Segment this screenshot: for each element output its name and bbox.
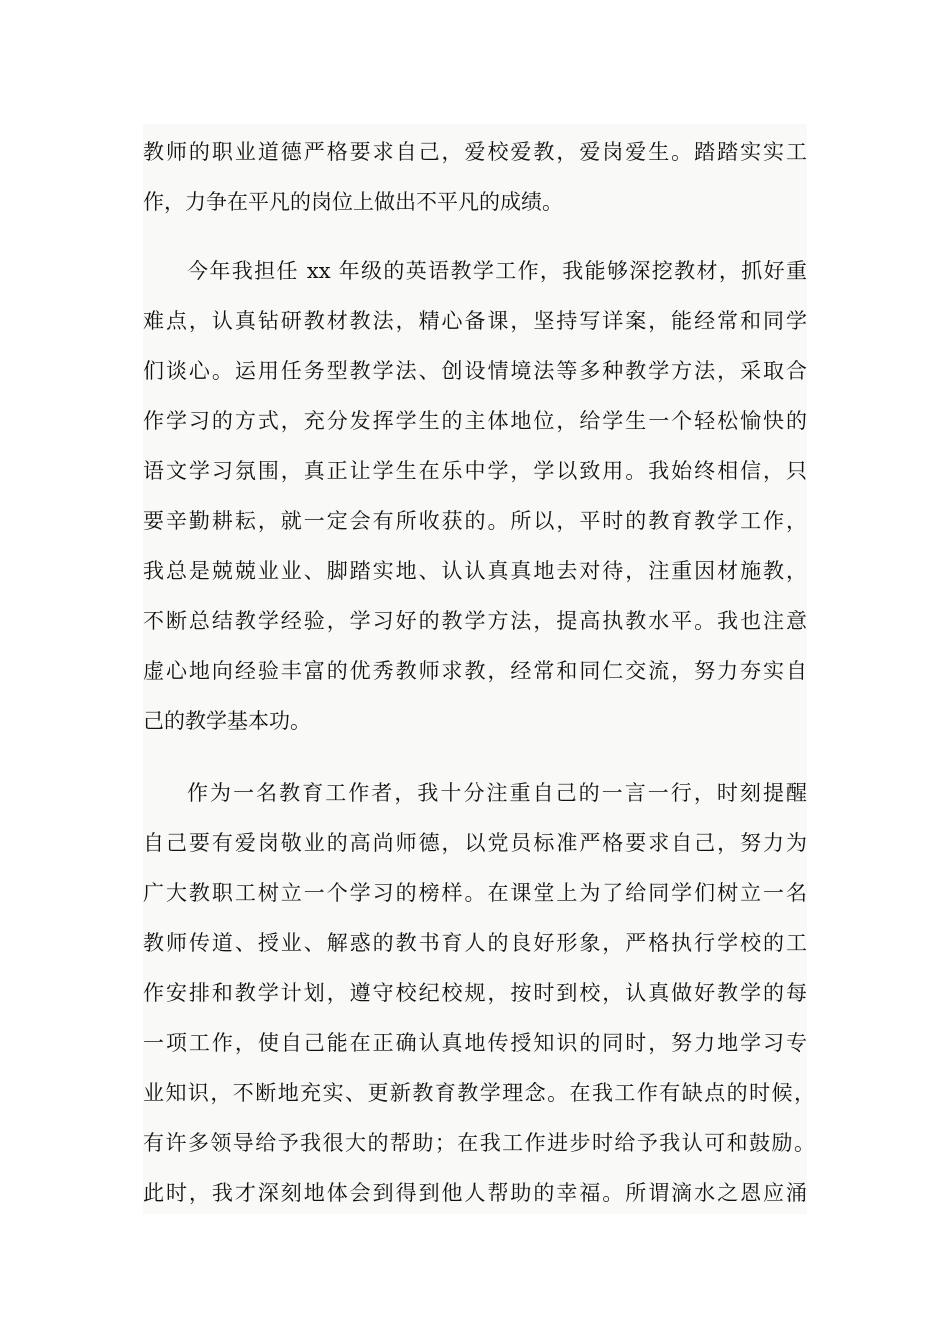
text-line: 作学习的方式，充分发挥学生的主体地位，给学生一个轻松愉快的: [143, 409, 807, 433]
text-line: 作安排和教学计划，遵守校纪校规，按时到校，认真做好教学的每: [143, 981, 807, 1005]
text-line: 有许多领导给予我很大的帮助；在我工作进步时给予我认可和鼓励。: [143, 1131, 815, 1155]
text-line: 们谈心。运用任务型教学法、创设情境法等多种教学方法，采取合: [143, 359, 807, 383]
text-line: 教师传道、授业、解惑的教书育人的良好形象，严格执行学校的工: [143, 931, 807, 955]
text-line: 此时，我才深刻地体会到得到他人帮助的幸福。所谓滴水之恩应涌: [143, 1181, 807, 1205]
text-line: 自己要有爱岗敬业的高尚师德，以党员标准严格要求自己，努力为: [143, 831, 807, 855]
paragraph-2: [143, 246, 807, 746]
text-line: 我总是兢兢业业、脚踏实地、认认真真地去对待，注重因材施教，: [143, 559, 807, 583]
text-line: 业知识，不断地充实、更新教育教学理念。在我工作有缺点的时候，: [143, 1081, 815, 1105]
text-line: 广大教职工树立一个学习的榜样。在课堂上为了给同学们树立一名: [143, 881, 807, 905]
text-line: 作，力争在平凡的岗位上做出不平凡的成绩。: [143, 190, 563, 214]
text-line: 难点，认真钻研教材教法，精心备课，坚持写详案，能经常和同学: [143, 309, 807, 333]
text-line: 作为一名教育工作者，我十分注重自己的一言一行，时刻提醒: [187, 781, 807, 805]
paragraph-3: [143, 768, 815, 1218]
document-body: [143, 124, 815, 1214]
text-line: 教师的职业道德严格要求自己，爱校爱教，爱岗爱生。踏踏实实工: [143, 140, 807, 164]
text-line: 不断总结教学经验，学习好的教学方法，提高执教水平。我也注意: [143, 609, 807, 633]
text-line: 一项工作，使自己能在正确认真地传授知识的同时，努力地学习专: [143, 1031, 807, 1055]
text-line: 己的教学基本功。: [143, 709, 311, 733]
text-line: 要辛勤耕耘，就一定会有所收获的。所以，平时的教育教学工作，: [143, 509, 807, 533]
text-line: 语文学习氛围，真正让学生在乐中学，学以致用。我始终相信，只: [143, 459, 807, 483]
text-line: 今年我担任 xx 年级的英语教学工作，我能够深挖教材，抓好重: [187, 259, 807, 283]
text-line: 虚心地向经验丰富的优秀教师求教，经常和同仁交流，努力夯实自: [143, 659, 807, 683]
paragraph-1: [143, 127, 807, 227]
